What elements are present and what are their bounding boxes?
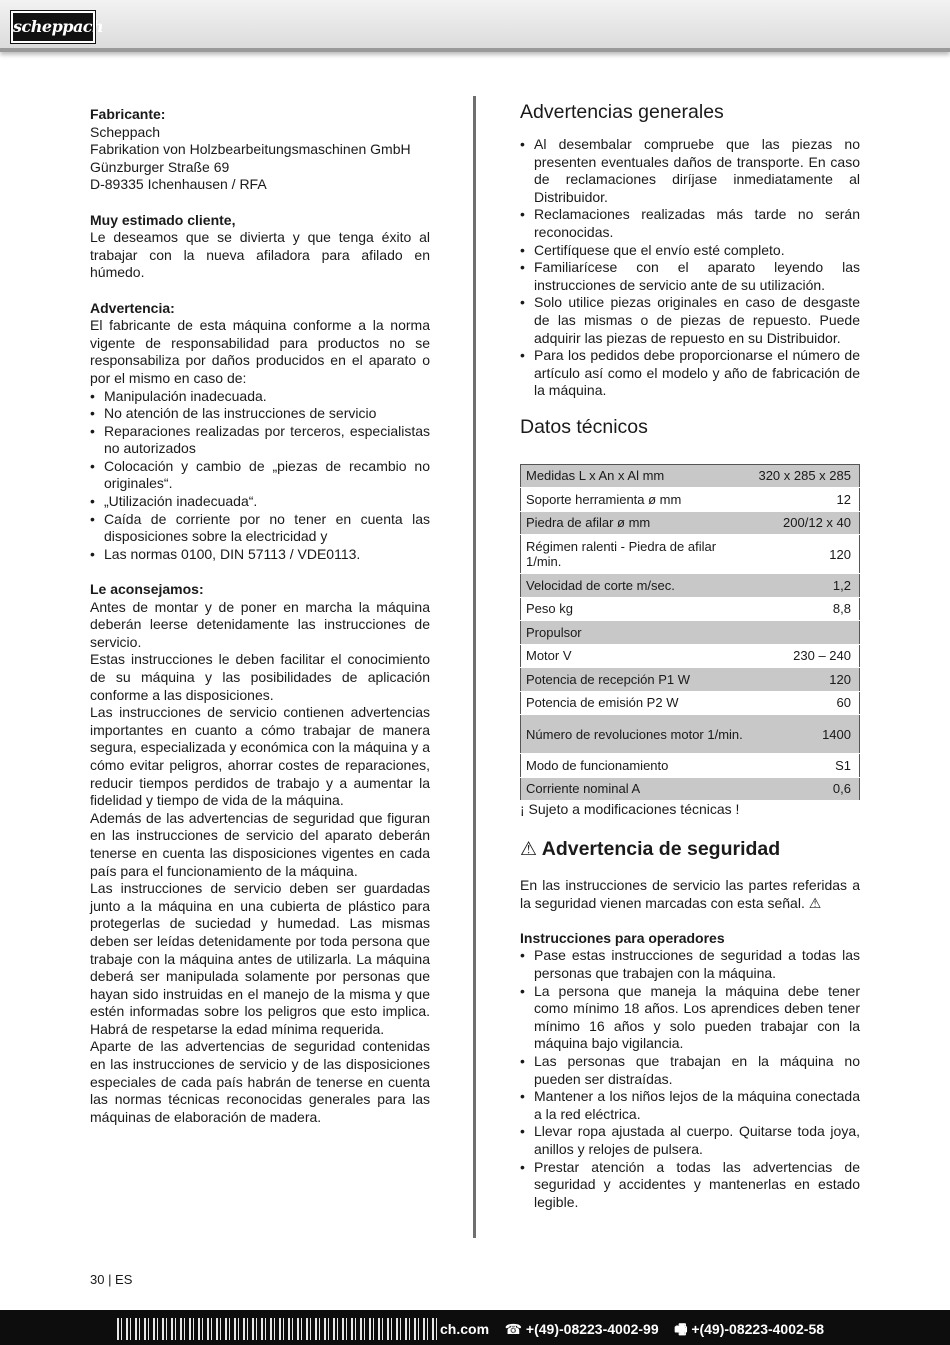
tech-value: 12 [753,488,859,512]
tech-value: 200/12 x 40 [753,511,859,535]
manufacturer-line: Günzburger Straße 69 [90,158,230,175]
table-row [521,597,860,621]
operators-label: Instrucciones para operadores [520,929,725,946]
tech-value: 230 – 240 [753,644,859,668]
general-warnings-list [520,136,860,400]
list-item: • Pase estas instrucciones de seguridad a todas las personas que trabajen con la máquina. [520,947,860,982]
warning-label: Advertencia: [90,299,175,316]
list-item: • Colocación y cambio de „piezas de recambio no originales“. [90,458,430,493]
list-item: • Las normas 0100, DIN 57113 / VDE0113. [90,546,430,564]
page-footer [0,1310,950,1345]
phone-number: +(49)-08223-4002-99 [525,1321,659,1337]
tech-value: 1400 [753,715,859,754]
list-item: • Manipulación inadecuada. [90,388,430,406]
table-row [521,621,860,645]
tech-value: S1 [753,754,859,778]
warning-triangle-icon: ⚠ [520,839,538,860]
list-item: • Prestar atención a todas las advertencias de seguridad y accidentes y mantenerlas en estado legible. [520,1159,860,1212]
advice-paragraph: Antes de montar y de poner en marcha la máquina deberán leerse detenidamente las instrucciones de servicio. [90,598,430,650]
operators-list [520,947,860,1211]
tech-label: Peso kg [521,597,754,621]
tech-data-table [520,464,860,802]
safety-intro [520,877,860,912]
tech-label: Régimen ralenti - Piedra de afilar 1/min. [521,535,754,574]
right-column [520,99,860,1211]
table-row [521,464,860,488]
list-item: • Familiarícese con el aparato leyendo las instrucciones de servicio ante de su utilización. [520,259,860,294]
table-row [521,511,860,535]
tech-label: Soporte herramienta ø mm [521,488,754,512]
table-row [521,488,860,512]
list-item: • Las personas que trabajan en la máquina no pueden ser distraídas. [520,1053,860,1088]
table-row [521,777,860,801]
advice-paragraph: Las instrucciones de servicio contienen advertencias importantes en cuanto a cómo trabajar de manera segura, especializada y económica con la máquina y a cómo evitar peligros, ahorrar costes de reparaciones, reducir tiempos perdidos de trabajo y a aumentar la fidelidad y tiempo de vida de la máquina. [90,704,430,809]
column-divider [473,96,476,1238]
tech-label: Propulsor [521,621,754,645]
table-row [521,754,860,778]
list-item: • Caída de corriente por no tener en cuenta las disposiciones sobre la electricidad y [90,511,430,546]
tech-label: Corriente nominal A [521,777,754,801]
tech-value [753,621,859,645]
tech-label: Modo de funcionamiento [521,754,754,778]
general-warnings-heading: Advertencias generales [520,101,724,123]
advice-paragraph: Las instrucciones de servicio deben ser guardadas junto a la máquina en una cubierta de plástico para protegerlas de suciedad y humedad. Las mismas deben ser leídas detenidamente por toda persona que trabaje con la máquina antes de utilizarla. La máquina deberá ser manipulada solamente por personas que hayan sido instruidas en el manejo de la misma y que estén informadas sobre los peligros que esto implica. Habrá de respetarse la edad mínima requerida. [90,880,430,1037]
tech-value: 120 [753,668,859,692]
list-item: • Solo utilice piezas originales en caso de desgaste de las mismas o de piezas de repuesto. Puede adquirir las piezas de repuesto en su Distribuidor. [520,294,860,347]
tech-label: Medidas L x An x Al mm [521,464,754,488]
tech-label: Velocidad de corte m/sec. [521,574,754,598]
greeting-text: Le deseamos que se divierta y que tenga éxito al trabajar con la nueva afiladora para afilado en húmedo. [90,229,430,281]
table-row [521,644,860,668]
fax-number: +(49)-08223-4002-58 [691,1321,825,1337]
list-item: • Mantener a los niños lejos de la máquina conectada a la red eléctrica. [520,1088,860,1123]
list-item: • Reclamaciones realizadas más tarde no serán reconocidas. [520,206,860,241]
list-item: • Reparaciones realizadas por terceros, especialistas no autorizados [90,423,430,458]
tech-value: 60 [753,691,859,715]
safety-intro-text: En las instrucciones de servicio las partes referidas a la seguridad vienen marcadas con esta señal. [520,877,860,911]
advice-paragraph: Además de las advertencias de seguridad que figuran en las instrucciones de servicio del aparato deberán tenerse en cuenta las disposiciones vigentes en cada país para el funcionamiento de la máquina. [90,809,430,879]
tech-label: Piedra de afilar ø mm [521,511,754,535]
tech-value: 8,8 [753,597,859,621]
table-row [521,535,860,574]
list-item: • La persona que maneja la máquina debe tener como mínimo 18 años. Los aprendices deben tener mínimo 16 años y solo pueden trabajar con la máquina bajo vigilancia. [520,983,860,1053]
manufacturer-line: Fabrikation von Holzbearbeitungsmaschinen GmbH [90,141,411,158]
warning-text: El fabricante de esta máquina conforme a la norma vigente de responsabilidad para productos no se responsabiliza por daños producidos en el aparato o por el mismo en caso de: [90,317,430,386]
phone-icon: ☎ [504,1321,523,1337]
table-row [521,691,860,715]
greeting-label: Muy estimado cliente, [90,211,236,228]
tech-value: 0,6 [753,777,859,801]
table-row [521,574,860,598]
list-item: • Al desembalar compruebe que las piezas no presenten eventuales daños de transporte. En caso de reclamaciones diríjase inmediatamente al Distribuidor. [520,136,860,206]
tech-note: ¡ Sujeto a modificaciones técnicas ! [520,801,740,818]
list-item: • Llevar ropa ajustada al cuerpo. Quitarse toda joya, anillos y relojes de pulsera. [520,1123,860,1158]
manufacturer-line: D-89335 Ichenhausen / RFA [90,176,267,193]
tech-label: Motor V [521,644,754,668]
tech-value: 320 x 285 x 285 [753,464,859,488]
page-number: 30 | ES [90,1272,133,1287]
page-header [0,0,950,52]
safety-title: Advertencia de seguridad [541,838,781,860]
tech-label: Número de revoluciones motor 1/min. [521,715,754,754]
manufacturer-label: Fabricante: [90,106,166,122]
fax-icon: 🖷 [674,1321,688,1337]
tech-value: 120 [753,535,859,574]
scheppach-logo: scheppach [11,11,95,43]
manufacturer-line: Scheppach [90,123,161,140]
tech-label: Potencia de emisión P2 W [521,691,754,715]
list-item: • Certifíquese que el envío esté completo. [520,242,860,260]
table-row [521,715,860,754]
left-column [90,106,430,1126]
tech-label: Potencia de recepción P1 W [521,668,754,692]
advice-label: Le aconsejamos: [90,581,204,598]
advice-paragraph: Aparte de las advertencias de seguridad contenidas en las instrucciones de servicio y de las disposiciones especiales de cada país habrán de tenerse en cuenta las normas técnicas reconocidas generales para las máquinas de elaboración de madera. [90,1038,430,1125]
list-item: • „Utilización inadecuada“. [90,493,430,511]
list-item: • No atención de las instrucciones de servicio [90,405,430,423]
footer-contact [440,1319,824,1343]
table-row [521,668,860,692]
warning-triangle-icon: ⚠ [808,894,822,911]
list-item: • Para los pedidos debe proporcionarse el número de artículo así como el modelo y año de fabricación de la máquina. [520,347,860,400]
warning-list [90,388,430,564]
website-text: ch.com [440,1321,490,1337]
tech-data-heading: Datos técnicos [520,415,648,438]
advice-paragraph: Estas instrucciones le deben facilitar el conocimiento de su máquina y las posibilidades de aplicación conforme a las disposiciones. [90,651,430,703]
safety-heading [520,836,860,863]
tech-value: 1,2 [753,574,859,598]
footer-pattern [117,1318,437,1340]
